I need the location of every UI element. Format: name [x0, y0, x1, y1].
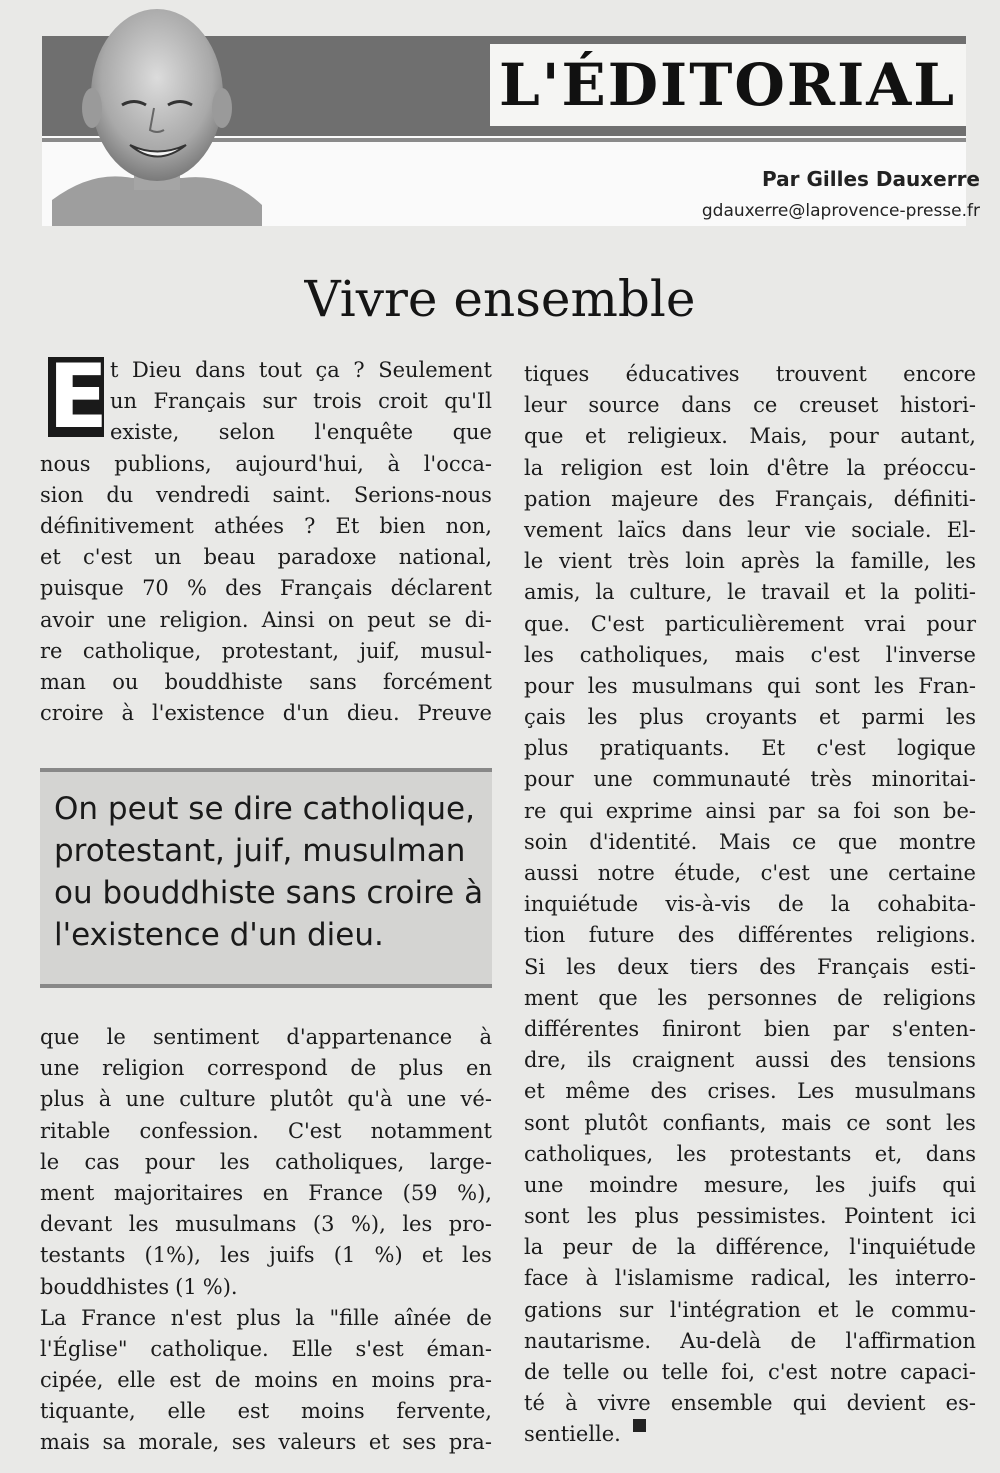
text-line: té à vivre ensemble qui devient es- [524, 1391, 976, 1416]
column-1-bottom [40, 1022, 492, 1459]
text-line: que et religieux. Mais, pour autant, [524, 424, 976, 449]
text-line: différentes finiront bien par s'enten- [524, 1016, 976, 1041]
text-line: re catholique, protestant, juif, musul- [40, 638, 492, 663]
text-line: croire à l'existence d'un dieu. Preuve [40, 701, 492, 726]
text-line: Si les deux tiers des Français esti- [524, 954, 976, 979]
column-2 [524, 359, 976, 1451]
section-title-box [490, 44, 966, 126]
text-line: la religion est loin d'être la préoccu- [524, 455, 976, 480]
text-line: tion future des différentes religions. [524, 923, 976, 948]
pull-quote: On peut se dire catholique, protestant, juif, musulman ou bouddhiste sans croire à l'existence d'un dieu. [54, 791, 484, 953]
text-line: existe, selon l'enquête que [110, 420, 492, 445]
text-line: définitivement athées ? Et bien non, [40, 513, 492, 538]
author-email: gdauxerre@laprovence-presse.fr [701, 201, 980, 221]
text-line: un Français sur trois croit qu'Il [110, 389, 492, 414]
text-line: soin d'identité. Mais ce que montre [524, 829, 976, 854]
text-line: vement laïcs dans leur vie sociale. El- [524, 517, 976, 542]
column-1-top [40, 345, 492, 729]
section-title: L'ÉDITORIAL [499, 51, 956, 119]
text-line: que. C'est particulièrement vrai pour [524, 611, 976, 636]
text-line: La France n'est plus la "fille aînée de [40, 1305, 492, 1330]
headline: Vivre ensemble [304, 270, 696, 328]
text-line: pour une communauté très minoritai- [524, 767, 976, 792]
text-line: les catholiques, mais c'est l'inverse [524, 642, 976, 667]
text-line: re qui exprime ainsi par sa foi son be- [524, 798, 976, 823]
text-line: amis, la culture, le travail et la politi- [524, 580, 976, 605]
text-line: une moindre mesure, les juifs qui [524, 1172, 976, 1197]
text-line: et même des crises. Les musulmans [524, 1079, 976, 1104]
text-line: puisque 70 % des Français déclarent [40, 576, 492, 601]
text-line: la peur de la différence, l'inquiétude [524, 1235, 976, 1260]
text-line: cipée, elle est de moins en moins pra- [40, 1368, 492, 1393]
text-line: le vient très loin après la famille, les [524, 549, 976, 574]
text-line: dre, ils craignent aussi des tensions [524, 1048, 976, 1073]
text-line: sont les plus pessimistes. Pointent ici [524, 1204, 976, 1229]
text-line: face à l'islamisme radical, les interro- [524, 1266, 976, 1291]
text-line: ritable confession. C'est notamment [40, 1118, 492, 1143]
text-line: ment que les personnes de religions [524, 985, 976, 1010]
text-line: aussi notre étude, c'est une certaine [524, 861, 976, 885]
author-photo [52, 0, 262, 226]
text-line: tiques éducatives trouvent encore [524, 362, 976, 386]
text-line: plus à une culture plutôt qu'à une vé- [40, 1087, 492, 1112]
text-line: plus pratiquants. Et c'est logique [524, 736, 976, 761]
text-line: de telle ou telle foi, c'est notre capaci- [524, 1360, 976, 1384]
text-line: nautarisme. Au-delà de l'affirmation [524, 1328, 976, 1353]
text-line: sion du vendredi saint. Serions-nous [40, 482, 492, 507]
end-mark-icon [633, 1419, 646, 1432]
text-line: mais sa morale, ses valeurs et ses pra- [40, 1430, 492, 1455]
text-line: inquiétude vis-à-vis de la cohabita- [524, 892, 976, 917]
text-line: l'Église" catholique. Elle s'est éman- [40, 1336, 492, 1361]
text-line: que le sentiment d'appartenance à [40, 1025, 492, 1049]
byline: Par Gilles Dauxerre [762, 167, 980, 191]
text-line: man ou bouddhiste sans forcément [40, 669, 492, 694]
text-line: pation majeure des Français, définiti- [524, 486, 976, 511]
text-line: sentielle. [524, 1419, 976, 1450]
text-line: t Dieu dans tout ça ? Seulement [110, 358, 492, 382]
text-line: avoir une religion. Ainsi on peut se di- [40, 607, 492, 632]
text-line: çais les plus croyants et parmi les [524, 705, 976, 730]
drop-cap: E [48, 345, 109, 448]
text-line: leur source dans ce creuset histori- [524, 393, 976, 418]
text-line: et c'est un beau paradoxe national, [40, 545, 492, 570]
text-line: une religion correspond de plus en [40, 1056, 492, 1081]
text-line: le cas pour les catholiques, large- [40, 1149, 492, 1174]
text-line: gations sur l'intégration et le commu- [524, 1297, 976, 1322]
text-line: sont plutôt confiants, mais ce sont les [524, 1110, 976, 1135]
text-line: pour les musulmans qui sont les Fran- [524, 673, 976, 698]
text-line: catholiques, les protestants et, dans [524, 1141, 976, 1166]
text-line: testants (1%), les juifs (1 %) et les [40, 1243, 492, 1268]
text-line: nous publions, aujourd'hui, à l'occa- [40, 451, 492, 476]
text-line: tiquante, elle est moins fervente, [40, 1399, 492, 1424]
text-line: devant les musulmans (3 %), les pro- [40, 1212, 492, 1237]
text-line: bouddhistes (1 %). [40, 1274, 238, 1299]
text-line: ment majoritaires en France (59 %), [40, 1180, 492, 1205]
